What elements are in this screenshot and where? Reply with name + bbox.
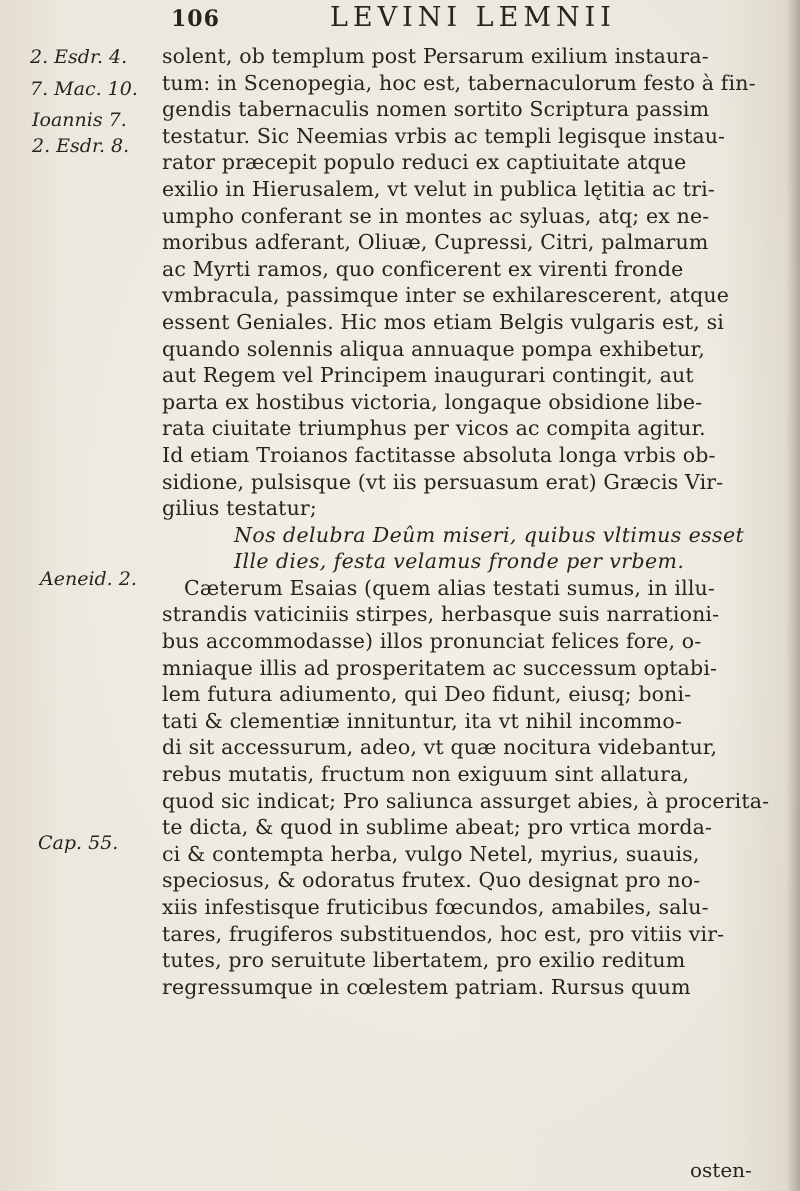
text-line: ci & contempta herba, vulgo Netel, myrius, suauis, [162,841,700,866]
text-line: rata ciuitate triumphus per vicos ac compita agitur. [162,416,706,441]
margin-notes [0,0,160,1191]
text-line: ac Myrti ramos, quo conficerent ex virenti fronde [162,256,684,281]
text-line: regressumque in cœlestem patriam. Rursus quum [162,974,691,999]
text-line: tum: in Scenopegia, hoc est, tabernaculorum festo à fin- [162,70,756,95]
verse-line: Ille dies, festa velamus fronde per vrbem. [234,549,685,574]
text-line: vmbracula, passimque inter se exhilarescerent, atque [162,283,730,308]
text-line: bus accommodasse) illos pronunciat felices fore, o- [162,629,702,654]
text-line: strandis vaticiniis stirpes, herbasque suis narrationi- [162,602,720,627]
text-line: gilius testatur; [162,496,317,521]
text-line: aut Regem vel Principem inaugurari contingit, aut [162,363,694,388]
text-line: solent, ob templum post Persarum exilium instaura- [162,44,709,68]
text-line: parta ex hostibus victoria, longaque obsidione libe- [162,389,703,414]
text-line: tutes, pro seruitute libertatem, pro exilio reditum [162,948,686,973]
running-head: LEVINI LEMNII [330,2,616,33]
text-line: te dicta, & quod in sublime abeat; pro vrtica morda- [162,815,713,840]
text-line: xiis infestisque fruticibus fœcundos, amabiles, salu- [162,895,709,919]
text-line: tares, frugiferos substituendos, hoc est, pro vitiis vir- [162,921,725,946]
text-line: speciosus, & odoratus frutex. Quo designat pro no- [162,868,701,893]
margin-note: 2. Esdr. 4. [30,46,128,68]
text-line: Id etiam Troianos factitasse absoluta longa vrbis ob- [162,442,716,467]
margin-note: Cap. 55. [38,832,119,854]
text-line: di sit accessurum, adeo, vt quæ nocitura videbantur, [162,735,718,760]
text-line: tati & clementiæ innituntur, ita vt nihil incommo- [162,708,682,733]
margin-note: 7. Mac. 10. [30,78,138,100]
text-line: essent Geniales. Hic mos etiam Belgis vulgaris est, si [162,309,724,334]
catchword: osten- [690,1158,752,1182]
margin-note: Aeneid. 2. [40,568,137,590]
text-line: testatur. Sic Neemias vrbis ac templi legisque instau- [162,123,726,148]
body-text [162,43,792,1000]
text-line: Cæterum Esaias (quem alias testati sumus, in illu- [184,575,715,600]
text-line: rator præcepit populo reduci ex captiuitate atque [162,150,687,175]
margin-note: 2. Esdr. 8. [32,135,130,157]
text-line: moribus adferant, Oliuæ, Cupressi, Citri, palmarum [162,230,709,255]
text-line: mniaque illis ad prosperitatem ac successum optabi- [162,655,718,680]
text-line: sidione, pulsisque (vt iis persuasum erat) Græcis Vir- [162,469,724,494]
text-line: quod sic indicat; Pro saliunca assurget abies, à procerita- [162,788,770,813]
margin-note: Ioannis 7. [32,109,127,131]
text-line: gendis tabernaculis nomen sortito Scriptura passim [162,97,710,122]
text-line: quando solennis aliqua annuaque pompa exhibetur, [162,336,705,361]
text-line: umpho conferant se in montes ac syluas, atq; ex ne- [162,203,710,228]
verse-line: Nos delubra Deûm miseri, quibus vltimus esset [234,522,745,547]
page-number: 106 [171,6,220,32]
text-line: rebus mutatis, fructum non exiguum sint allatura, [162,762,690,787]
text-line: lem futura adiumento, qui Deo fidunt, eiusq; boni- [162,682,692,707]
text-line: exilio in Hierusalem, vt velut in publica lętitia ac tri- [162,176,715,201]
